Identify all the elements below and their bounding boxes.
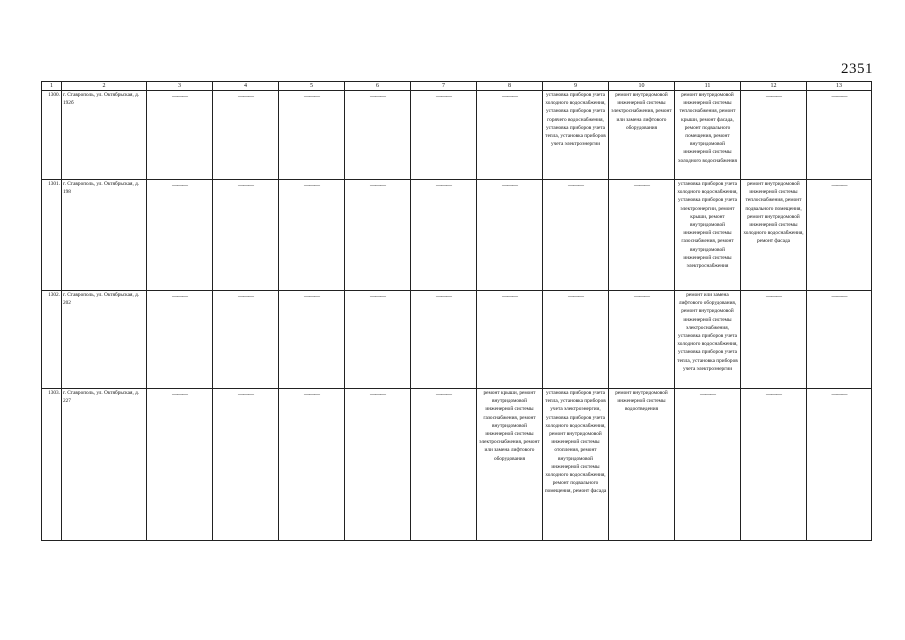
empty-cell: ———: [345, 291, 411, 389]
work-cell: ремонт или замена лифтового оборудования, ремонт внутридомовой инженерной системы электроснабжения, установка приборов учета холодного водоснабжения, установка приборов учета тепла, установка приборов учета электроэнергии: [675, 291, 741, 389]
row-number: 1300.: [42, 91, 62, 180]
empty-cell: ———: [411, 291, 477, 389]
row-number: 1301.: [42, 180, 62, 291]
column-header: 6: [345, 82, 411, 91]
empty-cell: ———: [477, 180, 543, 291]
work-cell: ремонт внутридомовой инженерной системы водоотведения: [609, 389, 675, 541]
row-number: 1302.: [42, 291, 62, 389]
empty-cell: ———: [477, 91, 543, 180]
empty-cell: ———: [609, 180, 675, 291]
empty-cell: ———: [807, 180, 872, 291]
empty-cell: ———: [345, 91, 411, 180]
empty-cell: ———: [147, 291, 213, 389]
empty-cell: ———: [279, 91, 345, 180]
address-cell: г. Ставрополь, ул. Октябрьская, д. 202: [62, 291, 147, 389]
empty-cell: ———: [345, 389, 411, 541]
empty-cell: ———: [741, 389, 807, 541]
table-header-row: [42, 82, 872, 91]
address-cell: г. Ставрополь, ул. Октябрьская, д. 192б: [62, 91, 147, 180]
work-cell: установка приборов учета холодного водоснабжения, установка приборов учета электроэнергии, ремонт крыши, ремонт внутридомовой инженерной системы газоснабжения, ремонт внутридомовой инженерной системы электроснабжения: [675, 180, 741, 291]
column-header: 7: [411, 82, 477, 91]
empty-cell: ———: [279, 389, 345, 541]
empty-cell: ———: [411, 91, 477, 180]
empty-cell: ———: [147, 389, 213, 541]
table-row: [42, 389, 872, 541]
empty-cell: ———: [543, 180, 609, 291]
empty-cell: ———: [675, 389, 741, 541]
work-cell: ремонт внутридомовой инженерной системы теплоснабжения, ремонт подвального помещения, ремонт внутридомовой инженерной системы холодного водоснабжения, ремонт фасада: [741, 180, 807, 291]
table-row: [42, 291, 872, 389]
empty-cell: ———: [213, 291, 279, 389]
empty-cell: ———: [411, 389, 477, 541]
empty-cell: ———: [807, 389, 872, 541]
work-cell: ремонт внутридомовой инженерной системы теплоснабжения, ремонт крыши, ремонт фасада, ремонт подвального помещения, ремонт внутридомовой инженерной системы холодного водоснабжения: [675, 91, 741, 180]
empty-cell: ———: [279, 291, 345, 389]
empty-cell: ———: [147, 180, 213, 291]
column-header: 2: [62, 82, 147, 91]
column-header: 11: [675, 82, 741, 91]
repair-schedule-table: [41, 81, 872, 541]
address-cell: г. Ставрополь, ул. Октябрьская, д. 227: [62, 389, 147, 541]
column-header: 12: [741, 82, 807, 91]
empty-cell: ———: [477, 291, 543, 389]
empty-cell: ———: [345, 180, 411, 291]
column-header: 8: [477, 82, 543, 91]
empty-cell: ———: [411, 180, 477, 291]
empty-cell: ———: [213, 91, 279, 180]
empty-cell: ———: [807, 291, 872, 389]
column-header: 13: [807, 82, 872, 91]
column-header: 1: [42, 82, 62, 91]
column-header: 9: [543, 82, 609, 91]
column-header: 4: [213, 82, 279, 91]
empty-cell: ———: [609, 291, 675, 389]
empty-cell: ———: [213, 180, 279, 291]
column-header: 5: [279, 82, 345, 91]
row-number: 1303.: [42, 389, 62, 541]
work-cell: ремонт крыши, ремонт внутридомовой инженерной системы газоснабжения, ремонт внутридомовой инженерной системы электроснабжения, ремонт или замена лифтового оборудования: [477, 389, 543, 541]
empty-cell: ———: [147, 91, 213, 180]
work-cell: установка приборов учета холодного водоснабжения, установка приборов учета горячего водоснабжения, установка приборов учета тепла, установка приборов учета электроэнергии: [543, 91, 609, 180]
table-row: [42, 91, 872, 180]
table-row: [42, 180, 872, 291]
page-number: 2351: [841, 61, 873, 77]
column-header: 3: [147, 82, 213, 91]
work-cell: установка приборов учета тепла, установка приборов учета электроэнергии, установка приборов учета холодного водоснабжения, ремонт внутридомовой инженерной системы отопления, ремонт внутридомовой инженерной системы холодного водоснабжения, ремонт подвального помещения, ремонт фасада: [543, 389, 609, 541]
empty-cell: ———: [543, 291, 609, 389]
work-cell: ремонт внутридомовой инженерной системы электроснабжения, ремонт или замена лифтового оборудования: [609, 91, 675, 180]
empty-cell: ———: [279, 180, 345, 291]
empty-cell: ———: [213, 389, 279, 541]
empty-cell: ———: [741, 291, 807, 389]
empty-cell: ———: [807, 91, 872, 180]
empty-cell: ———: [741, 91, 807, 180]
address-cell: г. Ставрополь, ул. Октябрьская, д. 198: [62, 180, 147, 291]
column-header: 10: [609, 82, 675, 91]
